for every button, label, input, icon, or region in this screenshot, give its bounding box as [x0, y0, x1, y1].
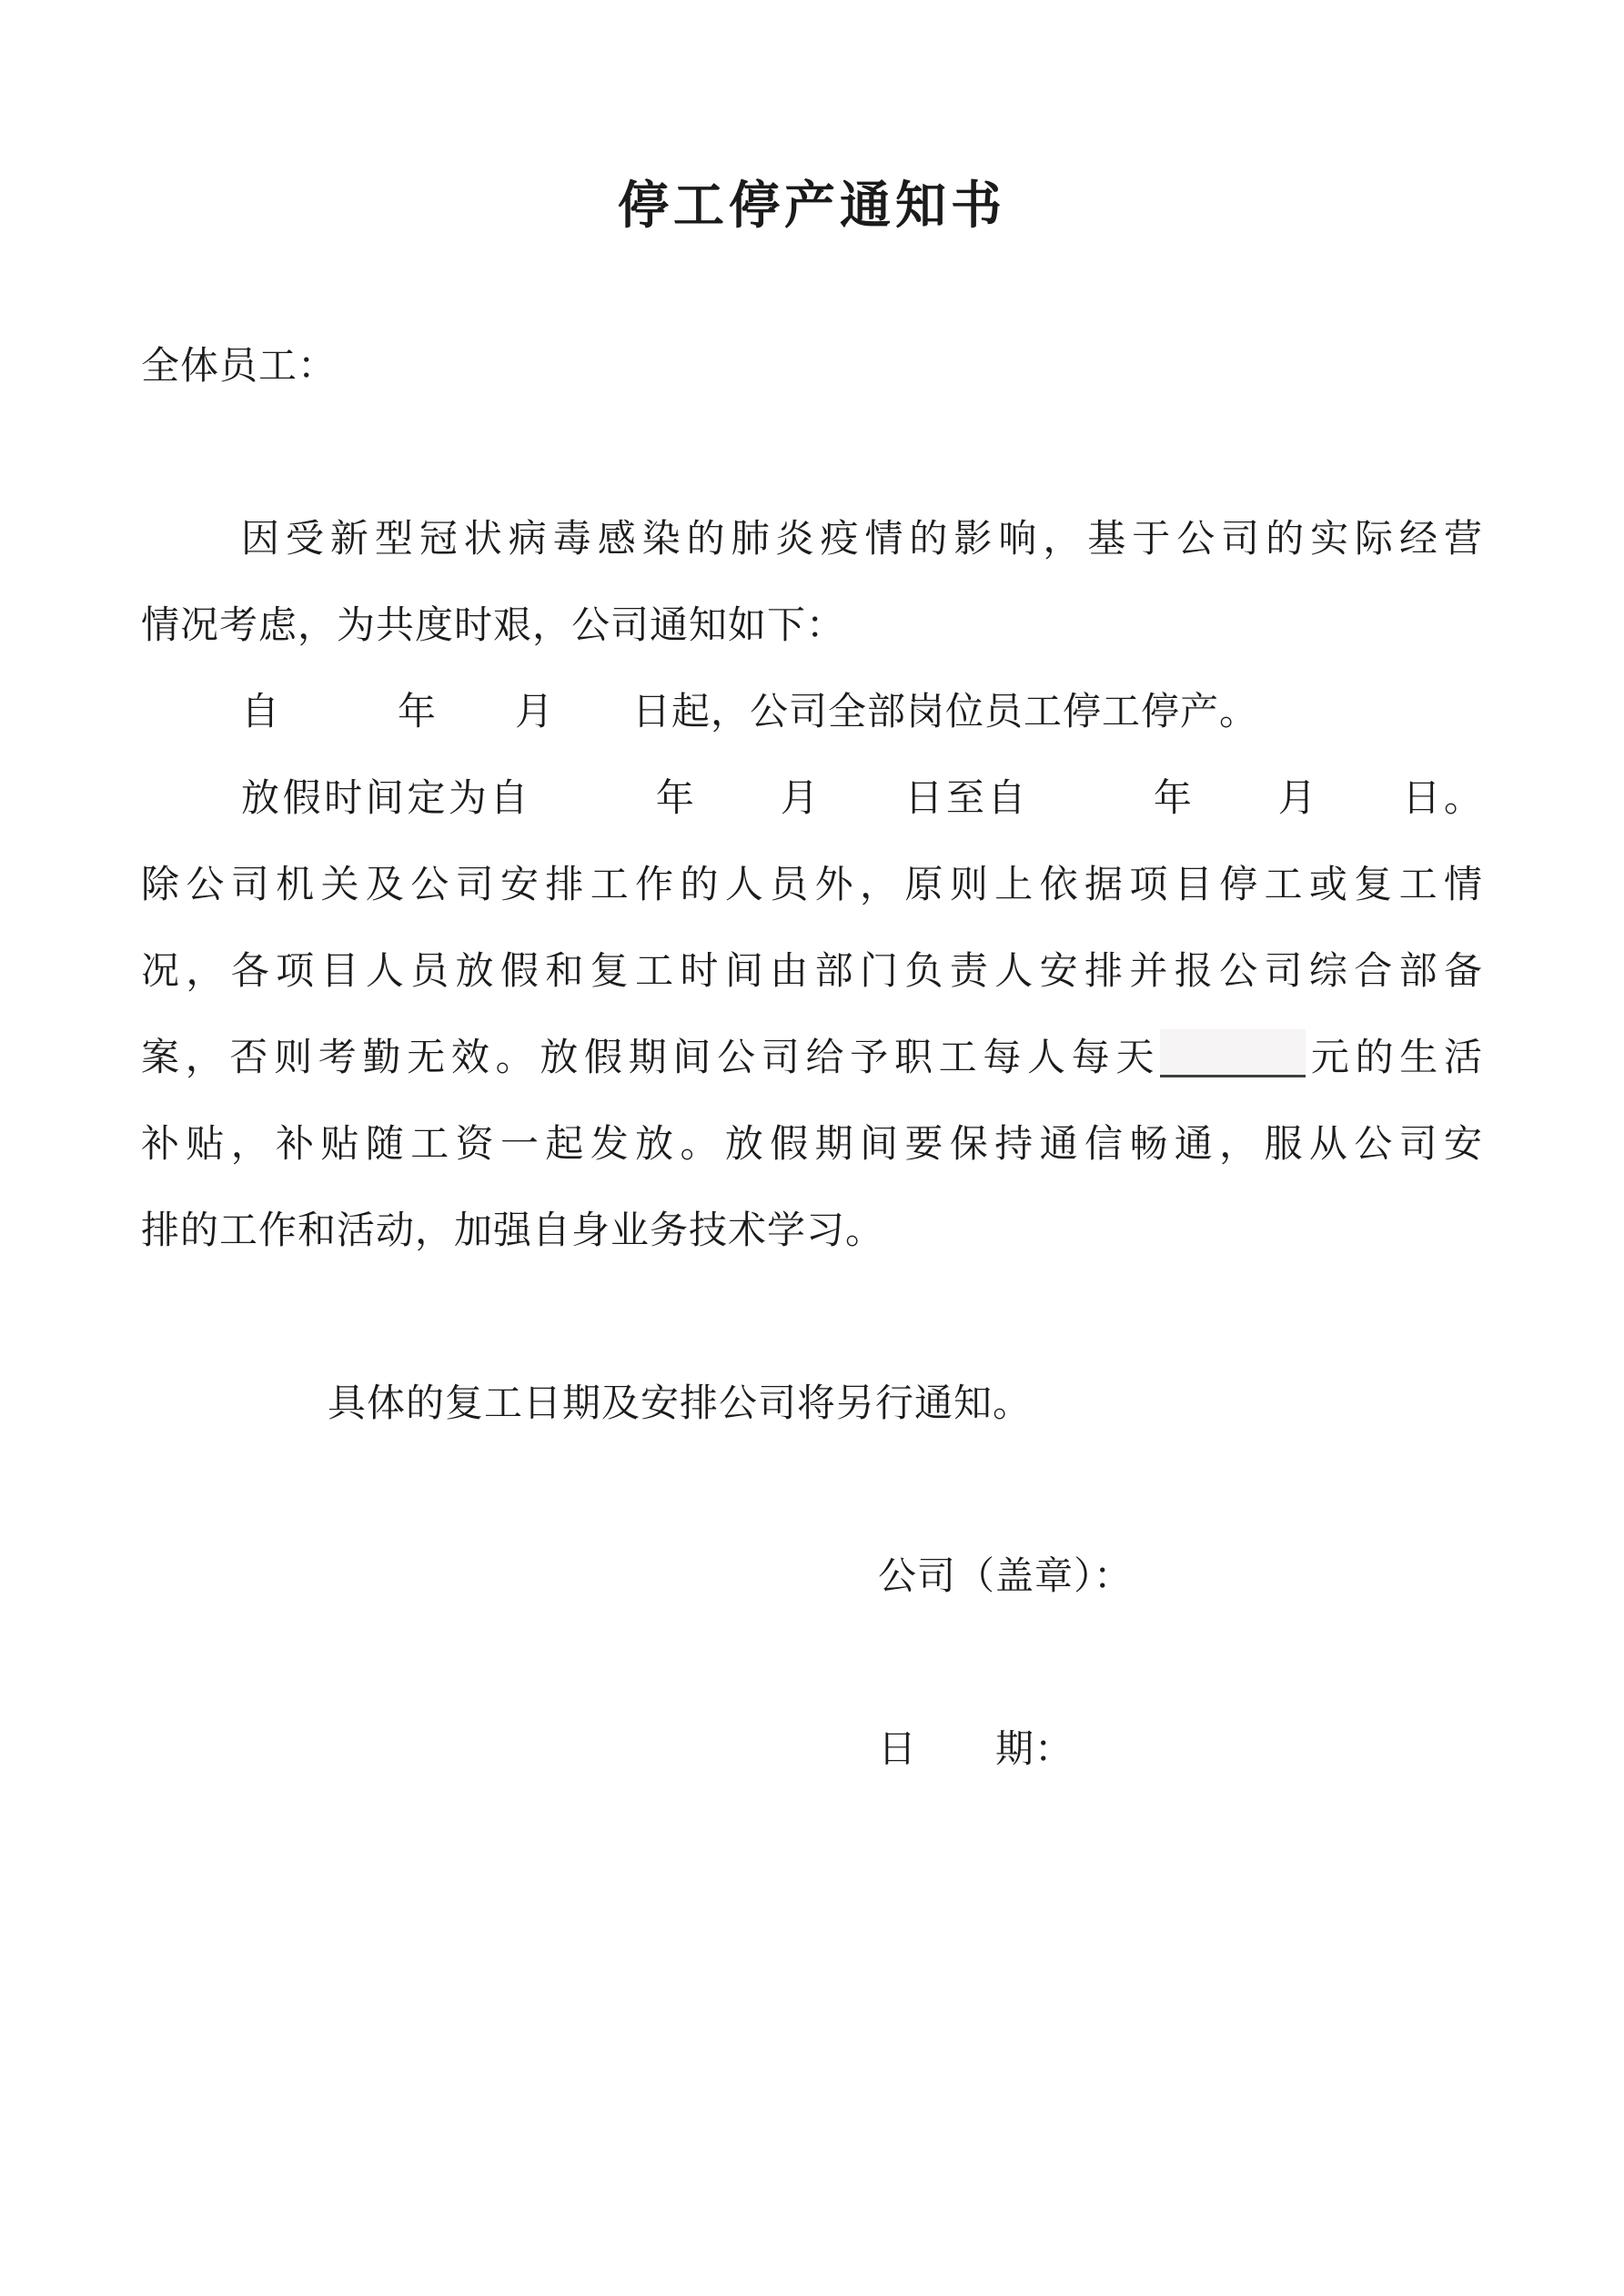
body-line-p3-3: 况，各项目人员放假和复工时间由部门负责人安排并报公司综合部备 — [141, 951, 1483, 993]
blank-line-prefix: 案，否则考勤无效。放假期间公司给予职工每人每天 — [141, 1037, 1161, 1079]
daily-allowance-blank[interactable] — [1160, 1029, 1306, 1077]
blank-line-suffix: 元的生活 — [1306, 1037, 1483, 1079]
document-title: 停工停产通知书 — [618, 178, 1006, 235]
date-line: 日 期： — [878, 1729, 1074, 1771]
body-line-p3-1: 放假时间定为自 年 月 日至自 年 月 日。 — [241, 778, 1483, 820]
spacer — [141, 1621, 1483, 1707]
body-line-p3-6: 排的工作和活动，加强自身业务技术学习。 — [141, 1210, 885, 1252]
spacer — [141, 1448, 1483, 1534]
company-seal-line: 公司（盖章）： — [878, 1556, 1134, 1598]
body-line-p3-4 — [141, 1016, 1483, 1102]
closing-line: 具体的复工日期及安排公司将另行通知。 — [328, 1383, 1033, 1425]
body-line-p3-5: 补贴，补贴随工资一起发放。放假期间要保持通信畅通，服从公司安 — [141, 1124, 1483, 1166]
body-line-p3-2: 除公司机关及公司安排工作的人员外，原则上依据项目停工或复工情 — [141, 865, 1483, 906]
salutation-line: 全体员工： — [141, 346, 338, 388]
spacer — [141, 1275, 1483, 1361]
body-line-p2-1: 自 年 月 日起，公司全部岗位员工停工停产。 — [241, 692, 1259, 733]
body-line-p1-2: 情况考虑，为共度时艰，公司通知如下： — [141, 605, 846, 647]
spacer — [141, 410, 1483, 497]
spacer — [141, 259, 1483, 324]
body-line-p1-1: 因受新型冠状病毒感染的肺炎疫情的影响，基于公司的实际经营 — [241, 519, 1483, 561]
